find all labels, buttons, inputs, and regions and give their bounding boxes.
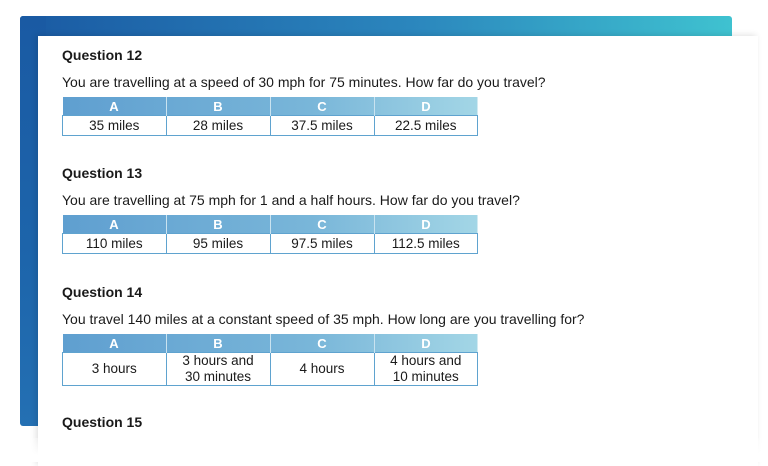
answer-options-table xyxy=(62,334,478,386)
option-letter-b: B xyxy=(166,215,270,234)
option-answers-row xyxy=(63,353,478,386)
option-letter-d: D xyxy=(421,216,431,232)
answer-line: 10 minutes xyxy=(392,369,459,384)
option-letters-row xyxy=(63,334,478,353)
answer-option-a[interactable]: 35 miles xyxy=(63,116,167,136)
option-answers-row xyxy=(63,234,478,254)
answer-option-b[interactable]: 28 miles xyxy=(166,116,270,136)
answer-options-table xyxy=(62,97,478,136)
option-letter-a: A xyxy=(63,215,167,234)
option-letter-b: B xyxy=(166,334,270,353)
answer-option-c[interactable] xyxy=(270,353,374,386)
option-letter-c: C xyxy=(270,215,374,234)
answer-option-b[interactable]: 95 miles xyxy=(166,234,270,254)
option-letter-d: D xyxy=(421,335,431,351)
answer-option-d[interactable] xyxy=(374,353,478,386)
answer-options-table xyxy=(62,215,478,254)
answer-line: 3 hours and xyxy=(182,353,254,368)
answer-line: 3 hours xyxy=(91,361,137,376)
bottom-fade xyxy=(0,438,768,462)
question-12 xyxy=(62,47,546,136)
answer-line: 4 hours xyxy=(299,361,345,376)
question-title: Question 15 xyxy=(62,414,143,430)
question-15 xyxy=(62,414,142,430)
answer-option-c[interactable]: 97.5 miles xyxy=(270,234,374,254)
question-text: You travel 140 miles at a constant speed of 35 mph. How long are you travelling for? xyxy=(62,311,585,327)
option-answers-row xyxy=(63,116,478,136)
answer-option-c[interactable]: 37.5 miles xyxy=(270,116,374,136)
question-title: Question 14 xyxy=(62,284,143,300)
question-text: You are travelling at a speed of 30 mph for 75 minutes. How far do you travel? xyxy=(62,74,546,90)
option-letter-c: C xyxy=(270,334,374,353)
question-title: Question 13 xyxy=(62,165,143,181)
answer-option-a[interactable]: 110 miles xyxy=(63,234,167,254)
question-title: Question 12 xyxy=(62,47,143,63)
answer-line: 4 hours and xyxy=(390,353,462,368)
answer-option-a[interactable] xyxy=(63,353,167,386)
answer-option-d[interactable]: 112.5 miles xyxy=(374,234,478,254)
option-letter-c: C xyxy=(270,97,374,116)
option-letter-d: D xyxy=(421,98,431,114)
option-letter-a: A xyxy=(63,334,167,353)
question-text: You are travelling at 75 mph for 1 and a half hours. How far do you travel? xyxy=(62,192,520,208)
answer-option-d[interactable]: 22.5 miles xyxy=(374,116,478,136)
option-letter-b: B xyxy=(166,97,270,116)
question-13 xyxy=(62,165,520,254)
option-letters-row xyxy=(63,215,478,234)
option-letters-row xyxy=(63,97,478,116)
answer-line: 30 minutes xyxy=(184,369,252,384)
question-14 xyxy=(62,284,584,386)
answer-option-b[interactable] xyxy=(166,353,270,386)
option-letter-a: A xyxy=(63,97,167,116)
